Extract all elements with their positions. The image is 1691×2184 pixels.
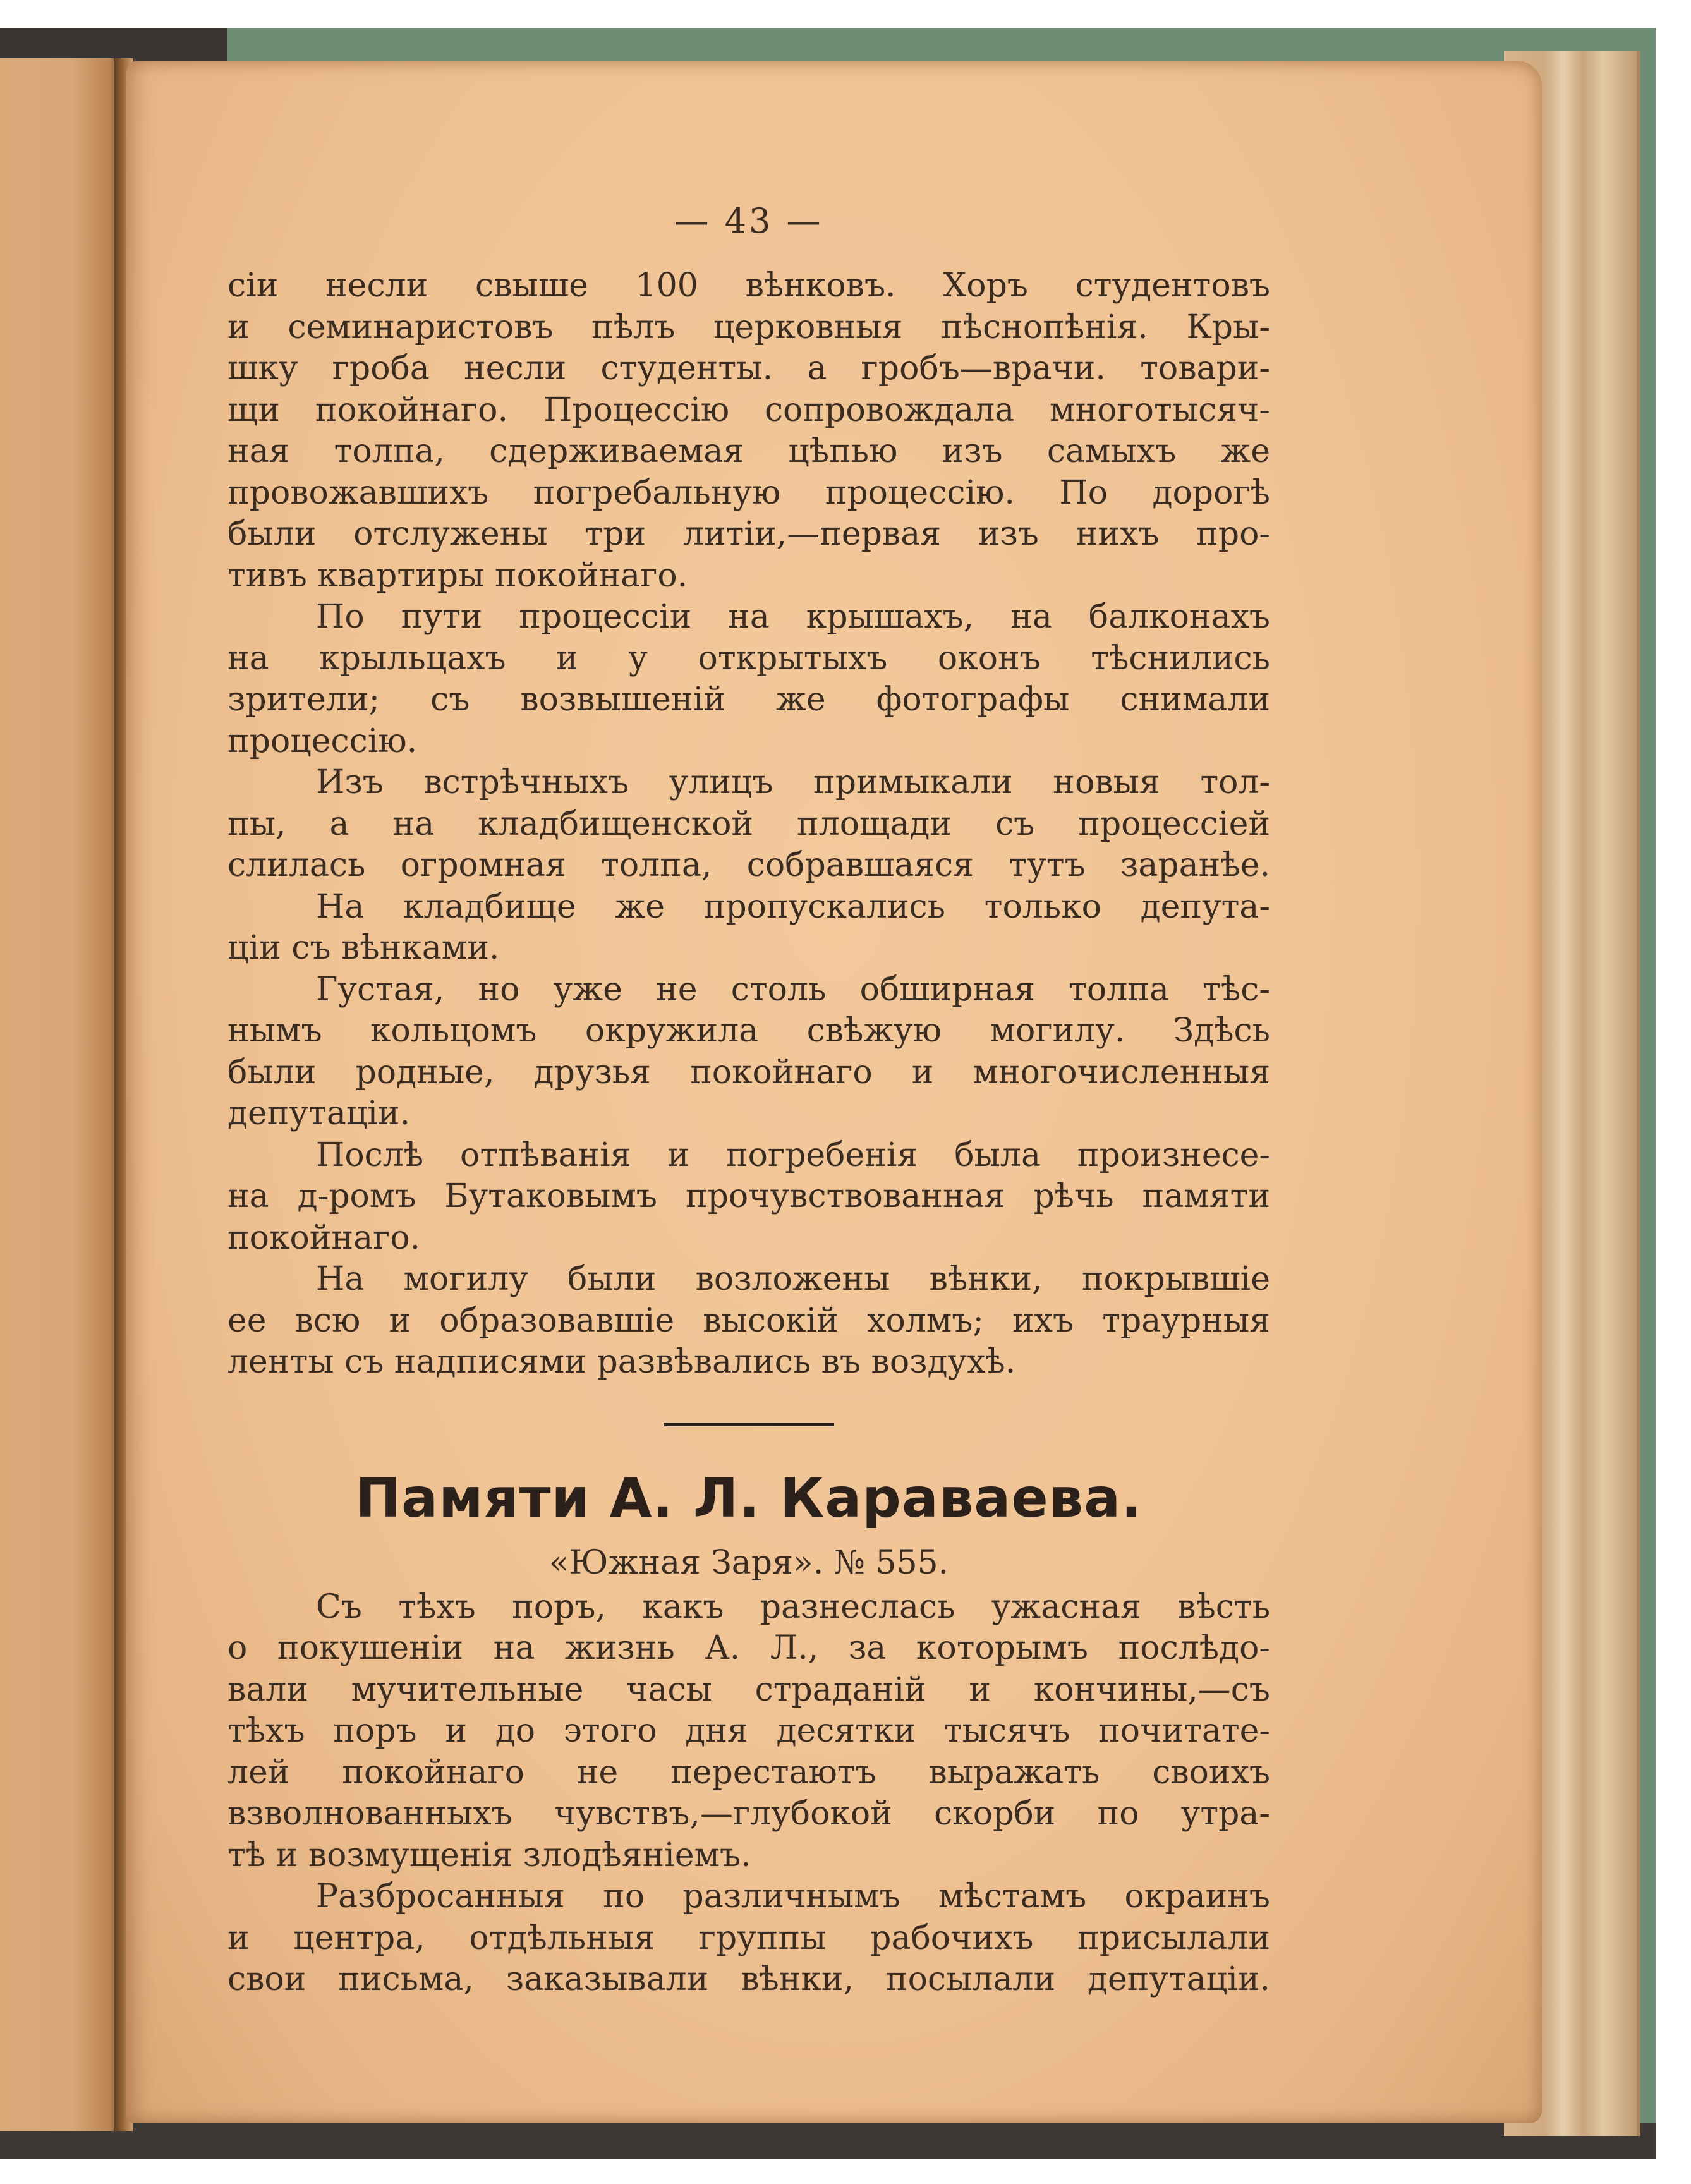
paragraph — [227, 887, 1270, 969]
text-line: ленты съ надписями развѣвались въ воздухѣ. — [227, 1343, 1016, 1381]
text-line: тѣхъ поръ и до этого дня десятки тысячъ почитате- — [227, 1712, 1270, 1750]
text-line: Густая, но уже не столь обширная толпа тѣс- — [316, 970, 1270, 1009]
text-line: депутаціи. — [227, 1095, 411, 1132]
text-line: тѣ и возмущенія злодѣяніемъ. — [227, 1836, 751, 1874]
text-line: сіи несли свыше 100 вѣнковъ. Хоръ студентовъ — [227, 267, 1270, 305]
section-heading: Памяти А. Л. Караваева. — [355, 1466, 1142, 1530]
text-line: щи покойнаго. Процессію сопровождала многотысяч- — [227, 391, 1270, 429]
text-line: ее всю и образовавшіе высокій холмъ; ихъ траурныя — [227, 1301, 1270, 1340]
left-page-fragment — [0, 58, 120, 2131]
section-divider — [664, 1423, 834, 1426]
text-line: шку гроба несли студенты. а гробъ—врачи. товари- — [227, 349, 1270, 387]
paragraph — [227, 1135, 1270, 1259]
text-line: По пути процессіи на крышахъ, на балконахъ — [316, 598, 1270, 636]
paragraph — [227, 1587, 1270, 1877]
text-line: Разбросанныя по различнымъ мѣстамъ окраинъ — [316, 1878, 1270, 1915]
text-line: лей покойнаго не перестаютъ выражать своихъ — [227, 1753, 1270, 1792]
text-line: на д-ромъ Бутаковымъ прочувствованная рѣчь памяти — [227, 1177, 1270, 1215]
text-line: зрители; съ возвышеній же фотографы снимали — [227, 681, 1270, 719]
text-line: ціи съ вѣнками. — [227, 929, 500, 967]
text-line: были родные, друзья покойнаго и многочисленныя — [227, 1053, 1270, 1091]
text-line: Послѣ отпѣванія и погребенія была произнесе- — [316, 1136, 1270, 1174]
text-line: Изъ встрѣчныхъ улицъ примыкали новыя тол- — [316, 763, 1270, 801]
text-line: свои письма, заказывали вѣнки, посылали депутаціи. — [227, 1960, 1270, 1998]
paragraph — [227, 1876, 1270, 2001]
text-line: тивъ квартиры покойнаго. — [227, 556, 688, 595]
text-line: На кладбище же пропускались только депута- — [316, 887, 1270, 926]
text-line: процессію. — [227, 722, 418, 760]
scan-bottom-edge — [0, 2123, 1656, 2159]
text-line: На могилу были возложены вѣнки, покрывшіе — [316, 1260, 1270, 1298]
text-line: Съ тѣхъ поръ, какъ разнеслась ужасная вѣсть — [316, 1587, 1270, 1626]
paragraph — [227, 762, 1270, 887]
text-line: ная толпа, сдерживаемая цѣпью изъ самыхъ же — [227, 432, 1270, 470]
scan-top-edge — [0, 28, 227, 62]
text-line: вали мучительные часы страданій и кончины,—съ — [227, 1670, 1270, 1709]
text-line: на крыльцахъ и у открытыхъ оконъ тѣснились — [227, 639, 1270, 677]
text-line: и семинаристовъ пѣлъ церковныя пѣснопѣнія. Кры- — [227, 308, 1270, 346]
text-line: были отслужены три литіи,—первая изъ нихъ про- — [227, 515, 1270, 553]
paragraph — [227, 1259, 1270, 1383]
text-line: нымъ кольцомъ окружила свѣжую могилу. Здѣсь — [227, 1012, 1270, 1050]
text-line: о покушеніи на жизнь А. Л., за которымъ послѣдо- — [227, 1629, 1270, 1667]
paragraph — [227, 969, 1270, 1135]
page-text — [227, 190, 1270, 2001]
section-source: «Южная Заря». № 555. — [549, 1543, 949, 1582]
text-line: пы, а на кладбищенской площади съ процессіей — [227, 804, 1270, 843]
paragraph — [227, 265, 1270, 597]
text-line: взволнованныхъ чувствъ,—глубокой скорби по утра- — [227, 1795, 1270, 1833]
text-line: покойнаго. — [227, 1218, 421, 1257]
text-line: слилась огромная толпа, собравшаяся тутъ заранѣе. — [227, 846, 1270, 884]
page-number: — 43 — — [674, 201, 823, 241]
text-line: и центра, отдѣльныя группы рабочихъ присылали — [227, 1919, 1270, 1957]
text-line: провожавшихъ погребальную процессію. По дорогѣ — [227, 473, 1270, 512]
paragraph — [227, 597, 1270, 762]
